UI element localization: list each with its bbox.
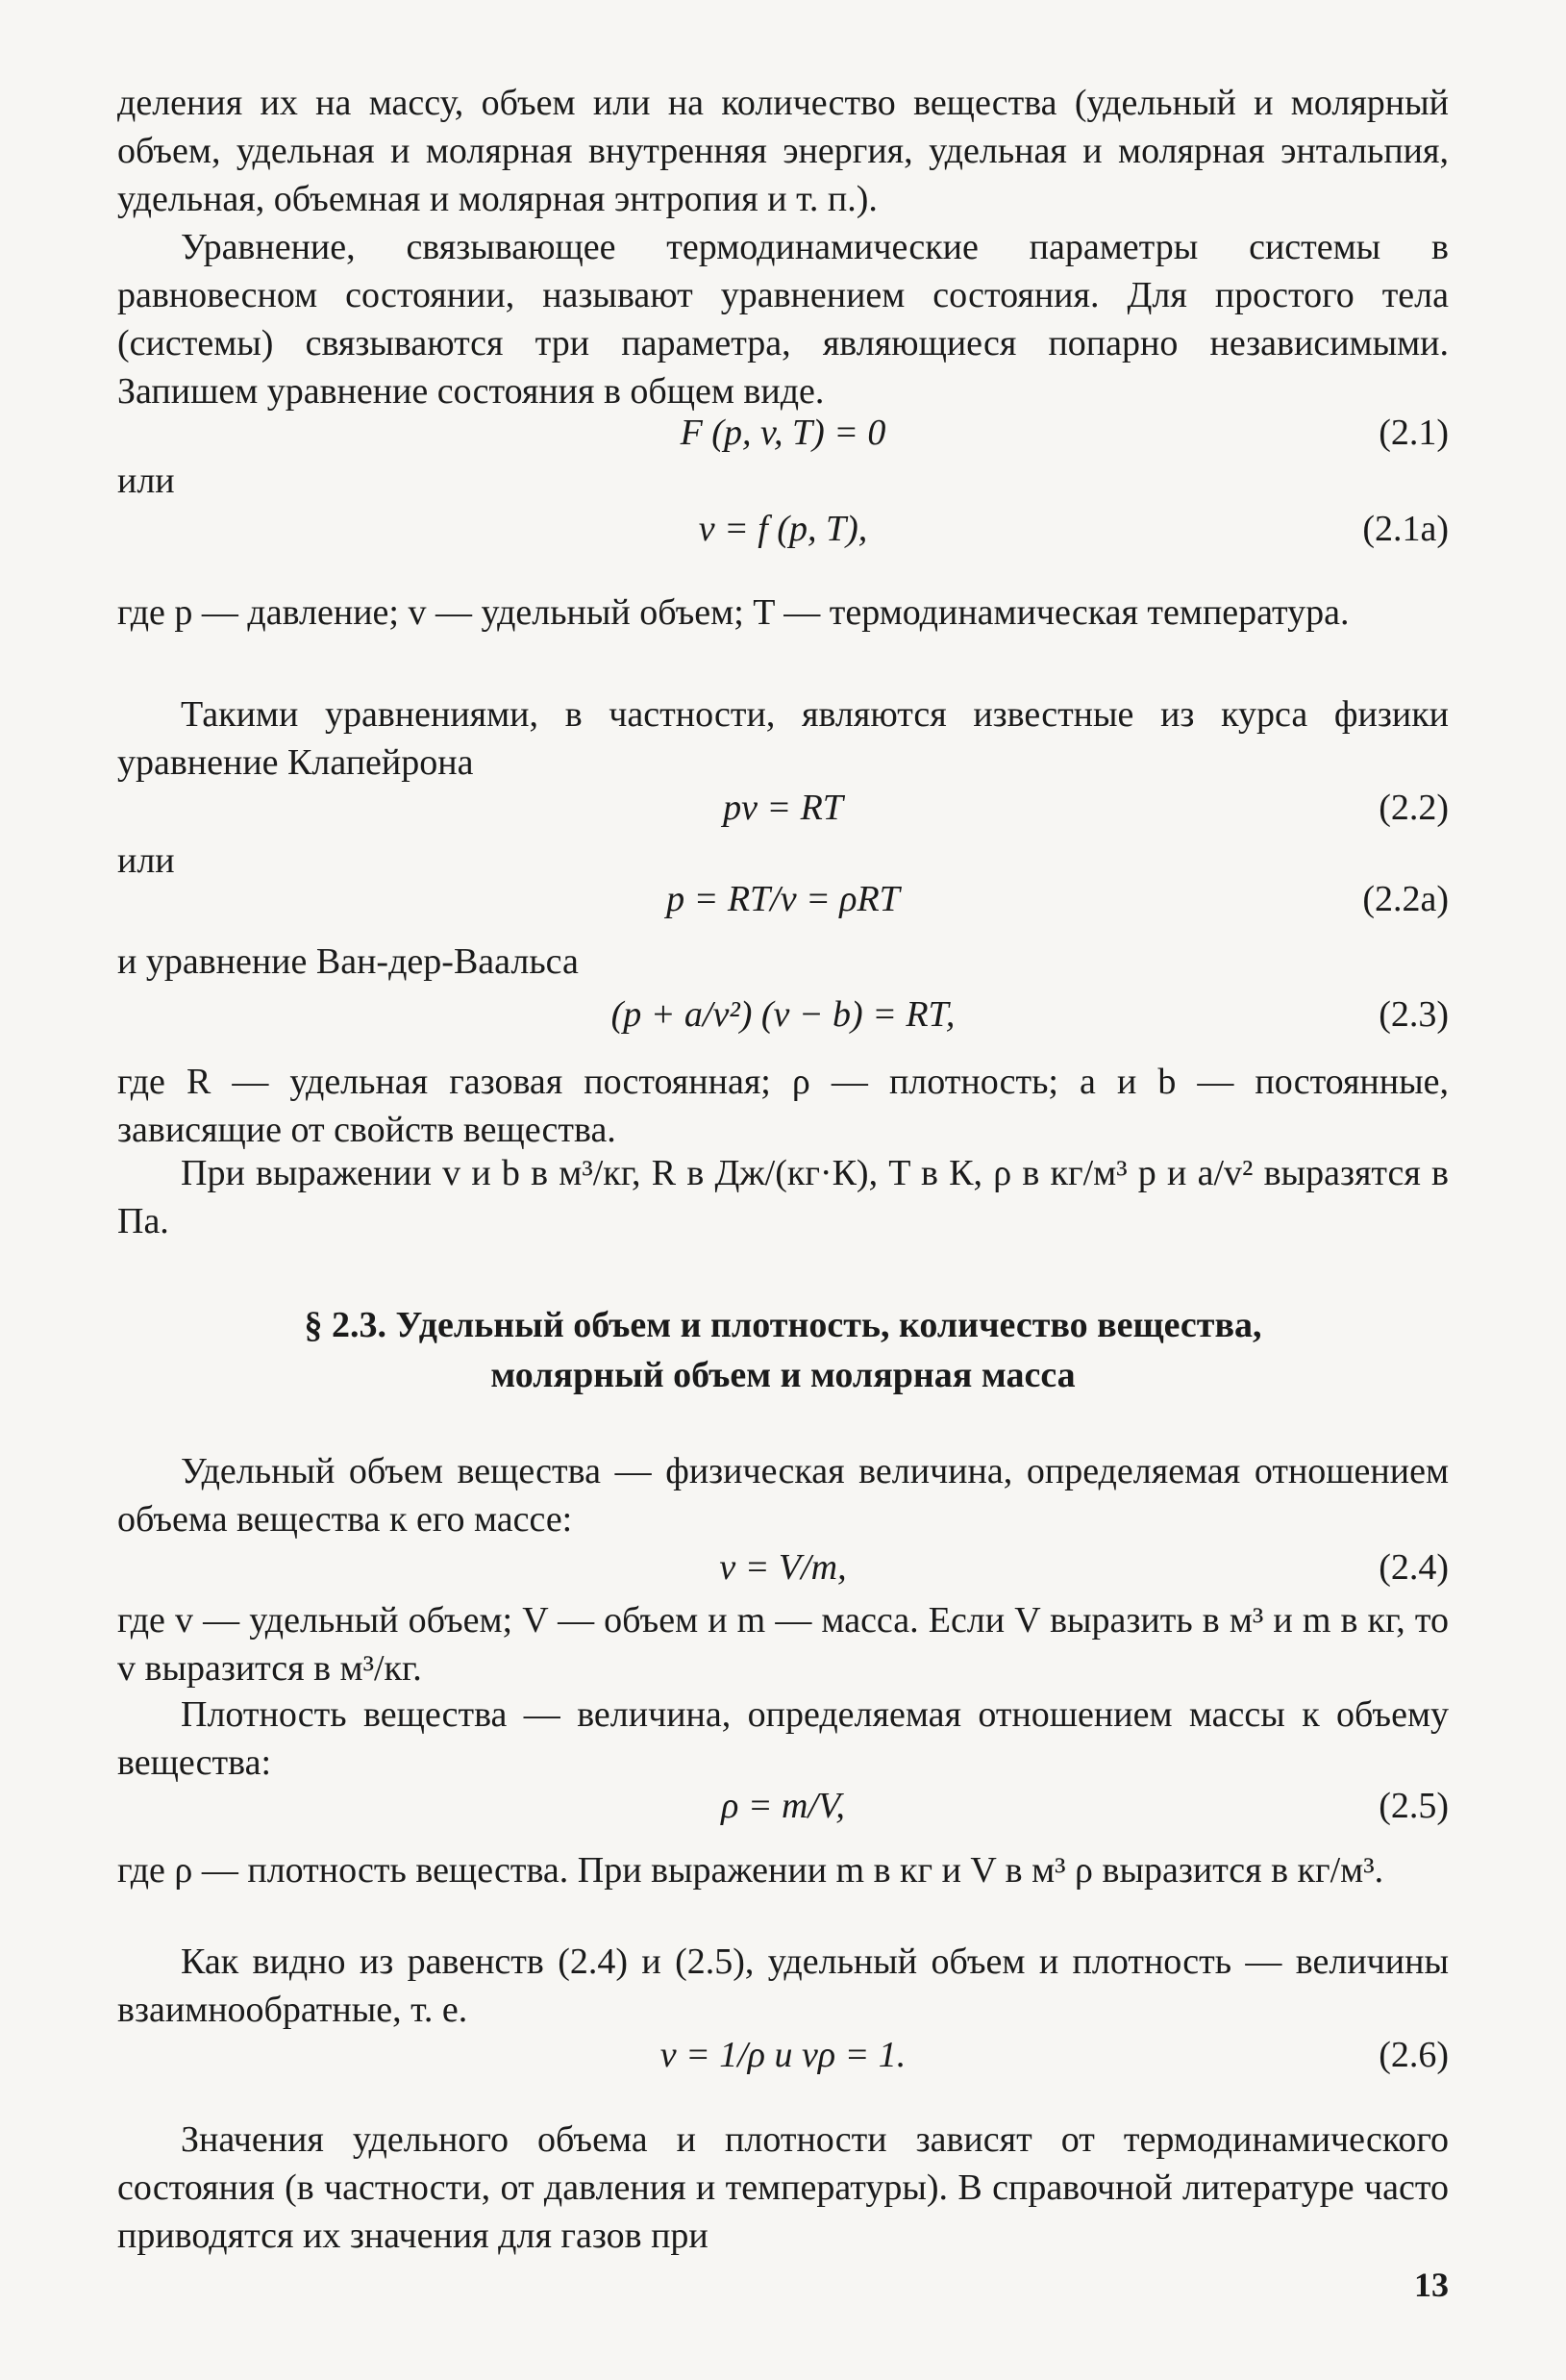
paragraph-van-der-waals: и уравнение Ван-дер-Ваальса: [117, 941, 579, 982]
paragraph-density-units: где ρ — плотность вещества. При выражении m в кг и V в м³ ρ выразится в кг/м³.: [117, 1850, 1384, 1891]
equation-number: (2.6): [1379, 2035, 1449, 2075]
section-heading-line-1: § 2.3. Удельный объем и плотность, количество вещества,: [304, 1305, 1262, 1345]
equation-number: (2.1a): [1362, 509, 1449, 549]
equation-formula: ρ = m/V,: [721, 1786, 845, 1826]
equation-2-1: [117, 409, 1449, 457]
equation-formula: v = f (p, T),: [698, 509, 868, 549]
paragraph-density: Плотность вещества — величина, определяемая отношением массы к объему вещества:: [117, 1694, 1449, 1783]
paragraph-units: При выражении v и b в м³/кг, R в Дж/(кг·К), T в К, ρ в кг/м³ p и a/v² выразятся в Па.: [117, 1153, 1449, 1241]
equation-2-6: [117, 2031, 1449, 2079]
paragraph-gas-constant: где R — удельная газовая постоянная; ρ — плотность; a и b — постоянные, зависящие от свойств вещества.: [117, 1062, 1449, 1150]
equation-2-3: [117, 990, 1449, 1039]
paragraph-state-equation: Уравнение, связывающее термодинамические параметры системы в равновесном состоянии, называют уравнением состояния. Для простого тела (системы) связываются три параметра, являющиеся попарно независимыми. Запишем уравнение состояния в общем виде.: [117, 227, 1449, 412]
equation-formula: v = V/m,: [719, 1547, 847, 1588]
paragraph-volume-units: где v — удельный объем; V — объем и m — масса. Если V выразить в м³ и m в кг, то v выразится в м³/кг.: [117, 1600, 1449, 1689]
paragraph-intro: деления их на массу, объем или на количество вещества (удельный и молярный объем, удельная и молярная внутренняя энергия, удельная и молярная энтальпия, удельная, объемная и молярная энтропия и т. п.).: [117, 83, 1449, 219]
equation-number: (2.3): [1379, 994, 1449, 1035]
or-word: или: [117, 461, 175, 501]
equation-formula: (p + a/v²) (v − b) = RT,: [610, 994, 956, 1035]
equation-formula: v = 1/ρ и vρ = 1.: [659, 2035, 907, 2075]
section-heading-line-2: молярный объем и молярная масса: [490, 1355, 1076, 1395]
equation-number: (2.4): [1379, 1547, 1449, 1588]
paragraph-clapeyron: Такими уравнениями, в частности, являются известные из курса физики уравнение Клапейрона: [117, 694, 1449, 783]
equation-number: (2.5): [1379, 1786, 1449, 1826]
page-number: 13: [1414, 2266, 1449, 2304]
paragraph-variables: где p — давление; v — удельный объем; T — термодинамическая температура.: [117, 592, 1350, 633]
equation-2-5: [117, 1782, 1449, 1830]
equation-number: (2.1): [1379, 413, 1449, 453]
equation-2-2a: [117, 875, 1449, 923]
or-word: или: [117, 840, 175, 881]
equation-formula: p = RT/v = ρRT: [666, 879, 900, 919]
paragraph-specific-volume: Удельный объем вещества — физическая величина, определяемая отношением объема вещества к его массе:: [117, 1451, 1449, 1540]
equation-formula: F (p, v, T) = 0: [680, 413, 886, 453]
equation-formula: pv = RT: [723, 788, 843, 828]
paragraph-reciprocal: Как видно из равенств (2.4) и (2.5), удельный объем и плотность — величины взаимнообратные, т. е.: [117, 1942, 1449, 2030]
equation-2-1a: [117, 505, 1449, 553]
paragraph-reference-values: Значения удельного объема и плотности зависят от термодинамического состояния (в частности, от давления и температуры). В справочной литературе часто приводятся их значения для газов при: [117, 2119, 1449, 2256]
equation-2-2: [117, 784, 1449, 832]
section-heading: [117, 1300, 1449, 1400]
equation-number: (2.2): [1379, 788, 1449, 828]
equation-2-4: [117, 1543, 1449, 1591]
equation-number: (2.2a): [1362, 879, 1449, 919]
